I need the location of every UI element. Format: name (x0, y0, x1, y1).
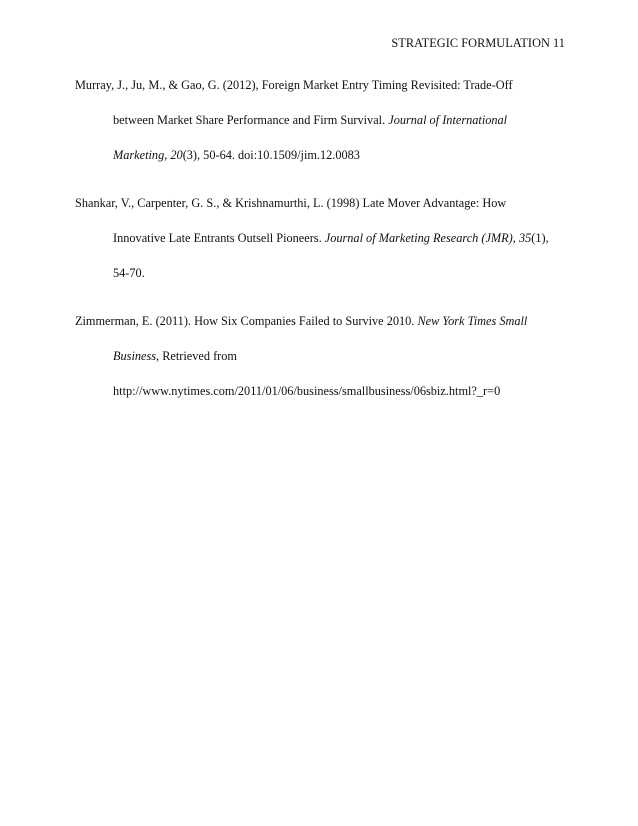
reference-entry-murray (75, 68, 575, 173)
journal-title: Marketing (113, 148, 165, 162)
reference-text: Murray, J., Ju, M., & Gao, G. (2012), Foreign Market Entry Timing Revisited: Trade-Off (75, 78, 513, 92)
reference-list (75, 68, 575, 422)
reference-line (75, 103, 575, 138)
journal-title: New York Times Small (417, 314, 528, 328)
reference-line (75, 68, 575, 103)
journal-title: Journal of Marketing Research (JMR) (324, 231, 513, 245)
reference-text: between Market Share Performance and Firm Survival. (113, 113, 389, 127)
reference-line (75, 256, 575, 291)
reference-text: , (512, 231, 519, 245)
reference-url: http://www.nytimes.com/2011/01/06/business/smallbusiness/06sbiz.html?_r=0 (113, 384, 501, 398)
reference-line (75, 374, 575, 409)
reference-text: Innovative Late Entrants Outsell Pioneers. (113, 231, 325, 245)
reference-text: , (164, 148, 171, 162)
volume-number: 35 (518, 231, 532, 245)
running-head: STRATEGIC FORMULATION 11 (391, 36, 565, 50)
reference-line (75, 221, 575, 256)
reference-entry-zimmerman (75, 304, 575, 409)
reference-text: (1), (531, 231, 549, 245)
volume-number: 20 (170, 148, 183, 162)
reference-line (75, 304, 575, 339)
reference-text: Shankar, V., Carpenter, G. S., & Krishnamurthi, L. (1998) Late Mover Advantage: How (75, 196, 507, 210)
reference-text: Retrieved from (159, 349, 237, 363)
reference-line (75, 186, 575, 221)
reference-text: Zimmerman, E. (2011). How Six Companies Failed to Survive 2010. (75, 314, 418, 328)
journal-title: Journal of International (388, 113, 508, 127)
reference-entry-shankar (75, 186, 575, 291)
reference-text: 54-70. (113, 266, 145, 280)
reference-text: (3), 50-64. doi:10.1509/jim.12.0083 (182, 148, 360, 162)
reference-line (75, 339, 575, 374)
journal-title: Business, (113, 349, 160, 363)
reference-line (75, 138, 575, 173)
